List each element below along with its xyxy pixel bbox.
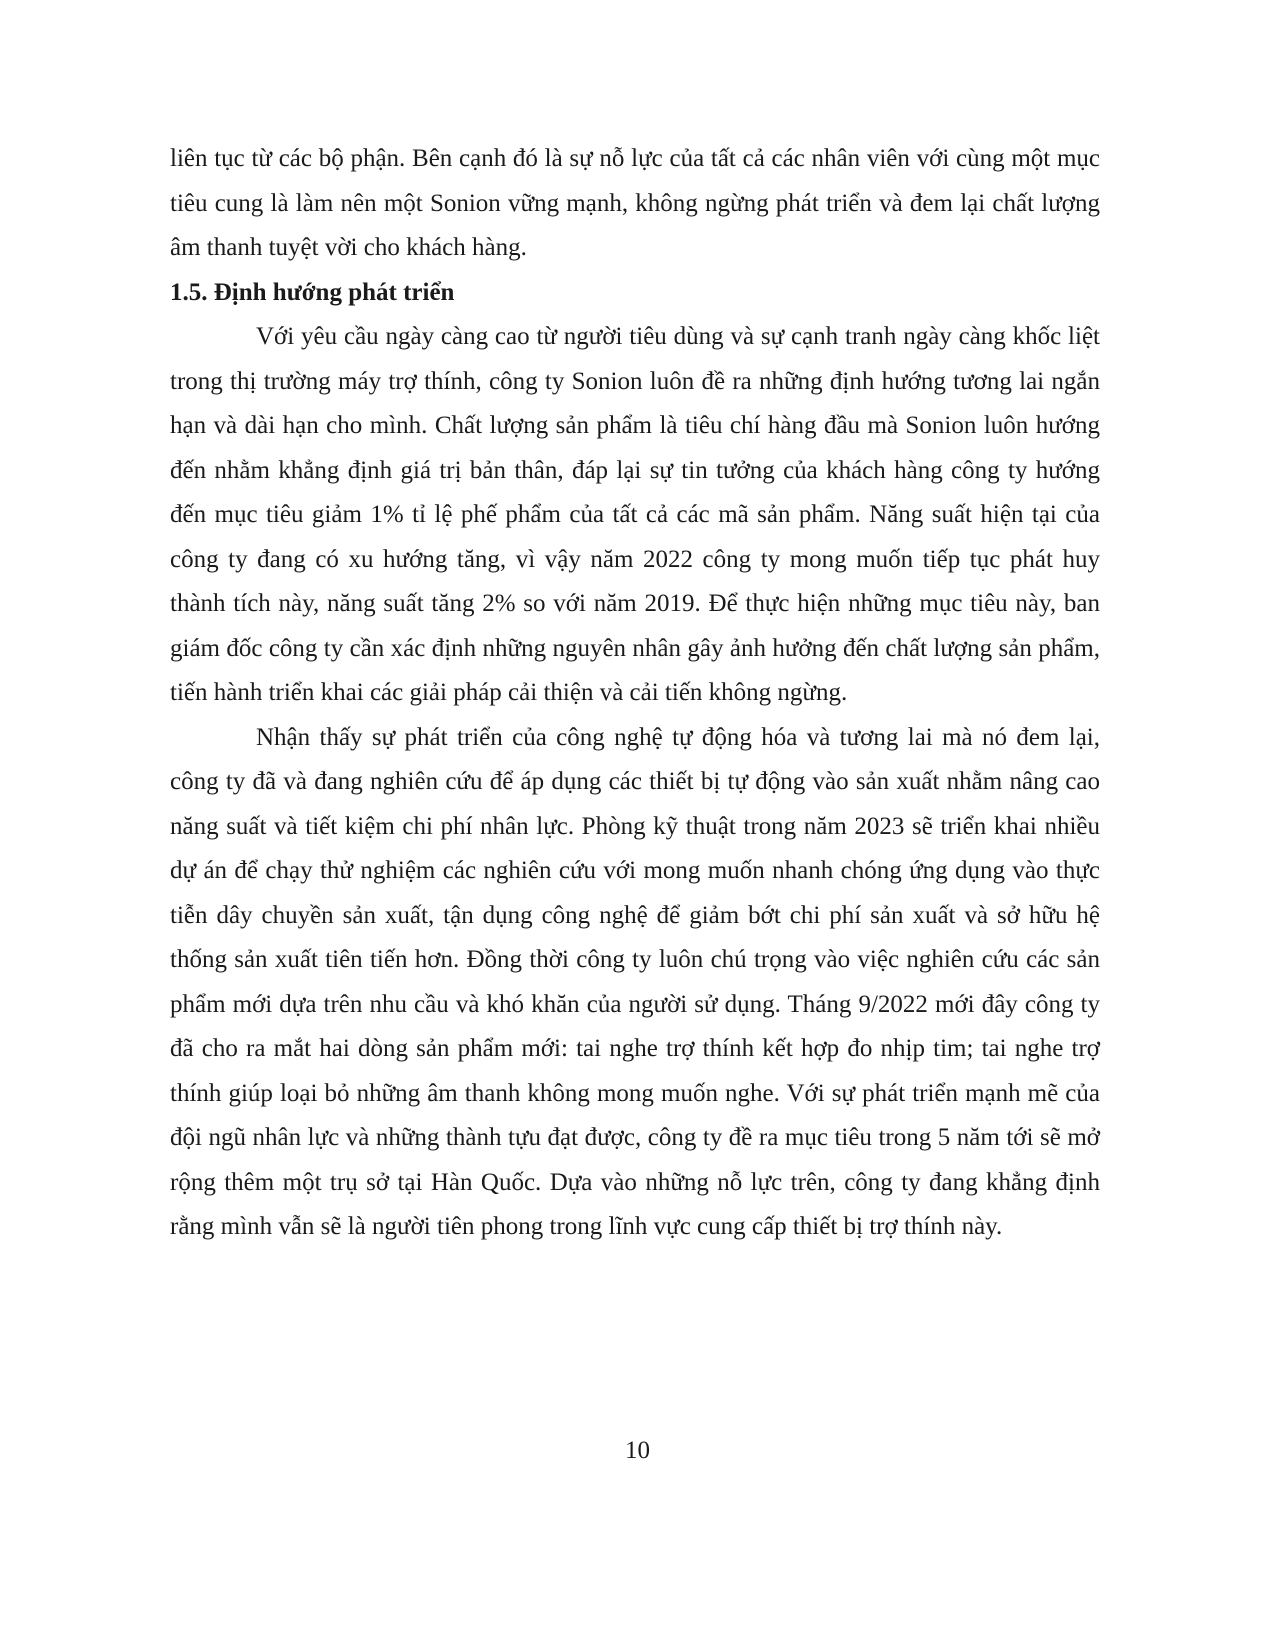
body-paragraph-1: Với yêu cầu ngày càng cao từ người tiêu dùng và sự cạnh tranh ngày càng khốc liệt trong thị trường máy trợ thính, công ty Sonion luôn đề ra những định hướng tương lai ngắn hạn và dài hạn cho mình. Chất lượng sản phẩm là tiêu chí hàng đầu mà Sonion luôn hướng đến nhằm khẳng định giá trị bản thân, đáp lại sự tin tưởng của khách hàng công ty hướng đến mục tiêu giảm 1% tỉ lệ phế phẩm của tất cả các mã sản phẩm. Năng suất hiện tại của công ty đang có xu hướng tăng, vì vậy năm 2022 công ty mong muốn tiếp tục phát huy thành tích này, năng suất tăng 2% so với năm 2019. Để thực hiện những mục tiêu này, ban giám đốc công ty cần xác định những nguyên nhân gây ảnh hưởng đến chất lượng sản phẩm, tiến hành triển khai các giải pháp cải thiện và cải tiến không ngừng. [170,323,1100,706]
page-number: 10 [625,1437,650,1464]
section-heading: 1.5. Định hướng phát triển [170,278,455,306]
document-body [170,137,1100,1250]
body-paragraph-2: Nhận thấy sự phát triển của công nghệ tự động hóa và tương lai mà nó đem lại, công ty đã và đang nghiên cứu để áp dụng các thiết bị tự động vào sản xuất nhằm nâng cao năng suất và tiết kiệm chi phí nhân lực. Phòng kỹ thuật trong năm 2023 sẽ triển khai nhiều dự án để chạy thử nghiệm các nghiên cứu với mong muốn nhanh chóng ứng dụng vào thực tiễn dây chuyền sản xuất, tận dụng công nghệ để giảm bớt chi phí sản xuất và sở hữu hệ thống sản xuất tiên tiến hơn. Đồng thời công ty luôn chú trọng vào việc nghiên cứu các sản phẩm mới dựa trên nhu cầu và khó khăn của người sử dụng. Tháng 9/2022 mới đây công ty đã cho ra mắt hai dòng sản phẩm mới: tai nghe trợ thính kết hợp đo nhịp tim; tai nghe trợ thính giúp loại bỏ những âm thanh không mong muốn nghe. Với sự phát triển mạnh mẽ của đội ngũ nhân lực và những thành tựu đạt được, công ty đề ra mục tiêu trong 5 năm tới sẽ mở rộng thêm một trụ sở tại Hàn Quốc. Dựa vào những nỗ lực trên, công ty đang khẳng định rằng mình vẫn sẽ là người tiên phong trong lĩnh vực cung cấp thiết bị trợ thính này. [170,723,1100,1240]
continuation-paragraph: liên tục từ các bộ phận. Bên cạnh đó là sự nỗ lực của tất cả các nhân viên với cùng một mục tiêu cung là làm nên một Sonion vững mạnh, không ngừng phát triển và đem lại chất lượng âm thanh tuyệt vời cho khách hàng. [170,145,1100,261]
